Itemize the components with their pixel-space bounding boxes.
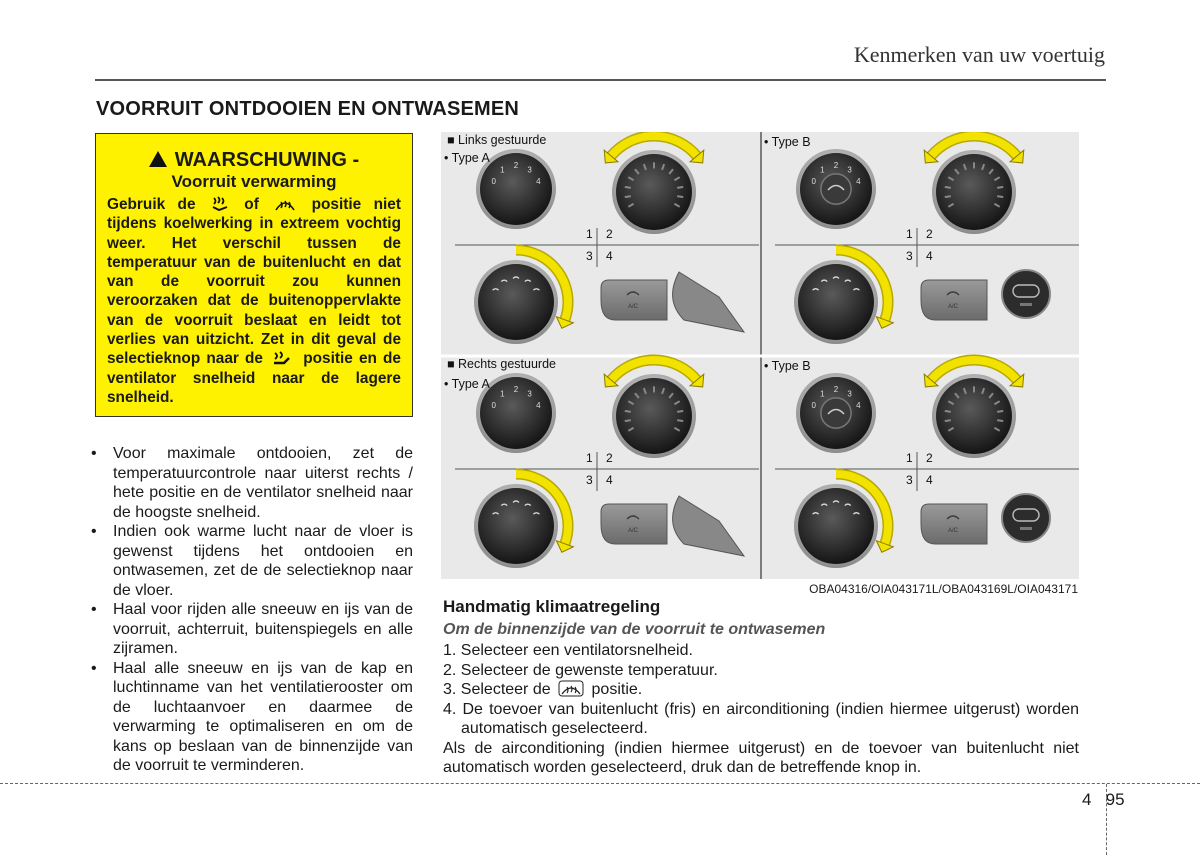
step-number: 1 — [906, 227, 913, 241]
warning-subheading: Voorruit verwarming — [171, 172, 337, 191]
page-title: VOORRUIT ONTDOOIEN EN ONTWASEMEN — [96, 98, 520, 120]
knob-digit: 4 — [856, 176, 861, 186]
defrost-button — [673, 496, 744, 556]
indicator-led — [1020, 303, 1032, 306]
step-number: 1 — [586, 451, 593, 465]
recirc-inner-button — [821, 398, 851, 428]
list-item: • Haal voor rijden alle sneeuw en ijs van de voorruit, achterruit, buitenspiegels en alle zijramen. — [91, 600, 413, 659]
knob — [798, 488, 874, 564]
step-1: 1. Selecteer een ventilatorsnelheid. — [443, 642, 693, 659]
warning-box — [95, 133, 413, 417]
knob-digit: 2 — [513, 385, 519, 395]
knob-digit: 0 — [491, 400, 496, 410]
temp-tick — [945, 411, 951, 412]
temp-tick — [625, 411, 631, 412]
step-number: 3 — [586, 249, 593, 263]
list-item: • Indien ook warme lucht naar de vloer is gewenst tijdens het ontdooien en ontwasemen, zet de de selectieknop naar de vloer. — [91, 522, 413, 600]
step-3: 3. Selecteer de positie. — [443, 681, 643, 698]
panel-type-a — [455, 136, 759, 344]
recirc-button — [1002, 494, 1050, 542]
temp-tick — [625, 196, 631, 197]
knob-digit: 3 — [527, 165, 532, 175]
temp-tick — [997, 411, 1003, 412]
ac-button — [921, 280, 987, 320]
list-item: • Voor maximale ontdooien, zet de temperatuurcontrole naar uiterst rechts / hete positie en de ventilator snelheid naar de hoogste snelheid. — [91, 444, 413, 522]
recirc-button — [1002, 270, 1050, 318]
figure-label-type-b: • Type B — [764, 359, 811, 373]
knob-digit: 3 — [847, 165, 852, 175]
temp-tick — [997, 196, 1003, 197]
defrost-icon — [558, 680, 584, 697]
knob — [798, 264, 874, 340]
warning-text: Gebruik de of positie niet tijdens koelwerking in extreem vochtig weer. Het verschil tussen de temperatuur van de buitenlucht en dat van de voorruit zou kunnen veroorzaken dat de buitenoppervlakte van de voorruit beslaat en leidt tot verlies van uitzicht. Zet in dit geval de selectieknop naar de positie en de ventilator snelheid naar de lagere snelheid. — [107, 196, 401, 406]
temp-tick — [625, 420, 631, 421]
step-number: 3 — [906, 473, 913, 487]
temp-tick — [677, 187, 683, 188]
knob-digit: 1 — [820, 389, 825, 399]
defrost-icon — [274, 196, 296, 212]
step-number: 4 — [926, 249, 933, 263]
step-number: 2 — [926, 227, 933, 241]
manual-climate-note: Als de airconditioning (indien hiermee uitgerust) en de toevoer van buitenlucht niet automatisch worden geselecteerd, druk dan de betreffende knop in. — [443, 739, 1079, 776]
knob-digit: 2 — [833, 385, 839, 395]
knob-digit: 0 — [491, 176, 496, 186]
figure-label-type-b: • Type B — [764, 135, 811, 149]
ac-label: A/C — [627, 304, 639, 310]
manual-climate-steps — [443, 641, 1079, 778]
panel-type-b — [775, 136, 1079, 344]
ac-label: A/C — [627, 528, 639, 534]
step-number: 4 — [606, 249, 613, 263]
section-header: Kenmerken van uw voertuig — [853, 42, 1105, 67]
ac-button — [601, 280, 667, 320]
indicator-led — [1020, 527, 1032, 530]
defrost-tips-list — [91, 444, 413, 776]
panel-type-b — [775, 360, 1079, 568]
step-number: 2 — [606, 227, 613, 241]
knob-digit: 4 — [536, 400, 541, 410]
knob-digit: 4 — [536, 176, 541, 186]
knob-digit: 0 — [811, 176, 816, 186]
panel-type-a — [455, 360, 759, 568]
step-4: 4. De toevoer van buitenlucht (fris) en airconditioning (indien hiermee uitgerust) worden automatisch geselecteerd. — [443, 700, 1079, 737]
defrost-button — [673, 272, 744, 332]
warning-heading: WAARSCHUWING - — [107, 148, 401, 172]
knob-digit: 2 — [513, 161, 519, 171]
figure-label-type-a: • Type A — [444, 151, 490, 165]
figure-label-type-a: • Type A — [444, 377, 490, 391]
ac-label: A/C — [947, 304, 959, 310]
knob-digit: 3 — [527, 389, 532, 399]
page-number: 4 95 — [1082, 790, 1125, 809]
knob-digit: 3 — [847, 389, 852, 399]
manual-climate-heading: Handmatig klimaatregeling — [443, 597, 661, 616]
ac-label: A/C — [947, 528, 959, 534]
ac-button — [601, 504, 667, 544]
step-2: 2. Selecteer de gewenste temperatuur. — [443, 661, 718, 679]
step-number: 3 — [906, 249, 913, 263]
step-number: 4 — [606, 473, 613, 487]
knob-digit: 1 — [500, 165, 505, 175]
footer-rule — [0, 783, 1200, 784]
temp-tick — [997, 187, 1003, 188]
figure-label-lhd: ■ Links gestuurde — [447, 133, 547, 147]
step-number: 1 — [906, 451, 913, 465]
floor-defrost-icon — [211, 196, 229, 212]
step-number: 3 — [586, 473, 593, 487]
knob-digit: 0 — [811, 400, 816, 410]
figure-caption: OBA04316/OIA043171L/OBA043169L/OIA043171 — [809, 582, 1078, 596]
temp-tick — [677, 196, 683, 197]
floor-mode-icon — [272, 350, 294, 366]
knob-digit: 1 — [820, 165, 825, 175]
warning-triangle-icon — [149, 151, 167, 167]
knob-digit: 1 — [500, 389, 505, 399]
header-rule — [95, 79, 1106, 81]
knob — [478, 264, 554, 340]
knob-digit: 4 — [856, 400, 861, 410]
step-number: 2 — [926, 451, 933, 465]
step-number: 4 — [926, 473, 933, 487]
temp-tick — [677, 420, 683, 421]
figure-label-rhd: ■ Rechts gestuurde — [447, 357, 556, 371]
temp-tick — [945, 187, 951, 188]
temp-tick — [677, 411, 683, 412]
knob-digit: 2 — [833, 161, 839, 171]
temp-tick — [997, 420, 1003, 421]
step-number: 1 — [586, 227, 593, 241]
knob — [478, 488, 554, 564]
manual-climate-subheading: Om de binnenzijde van de voorruit te ontwasemen — [443, 621, 826, 638]
step-number: 2 — [606, 451, 613, 465]
temp-tick — [945, 420, 951, 421]
page-number-divider — [1106, 784, 1107, 855]
list-item: • Haal alle sneeuw en ijs van de kap en luchtinname van het ventilatierooster om de luchtaanvoer en daarmee de verwarming te optimaliseren en om de kans op beslaan van de binnenzijde van de voorruit te verminderen. — [91, 659, 413, 776]
climate-control-illustration — [441, 132, 1079, 579]
ac-button — [921, 504, 987, 544]
temp-tick — [625, 187, 631, 188]
temp-tick — [945, 196, 951, 197]
recirc-inner-button — [821, 174, 851, 204]
